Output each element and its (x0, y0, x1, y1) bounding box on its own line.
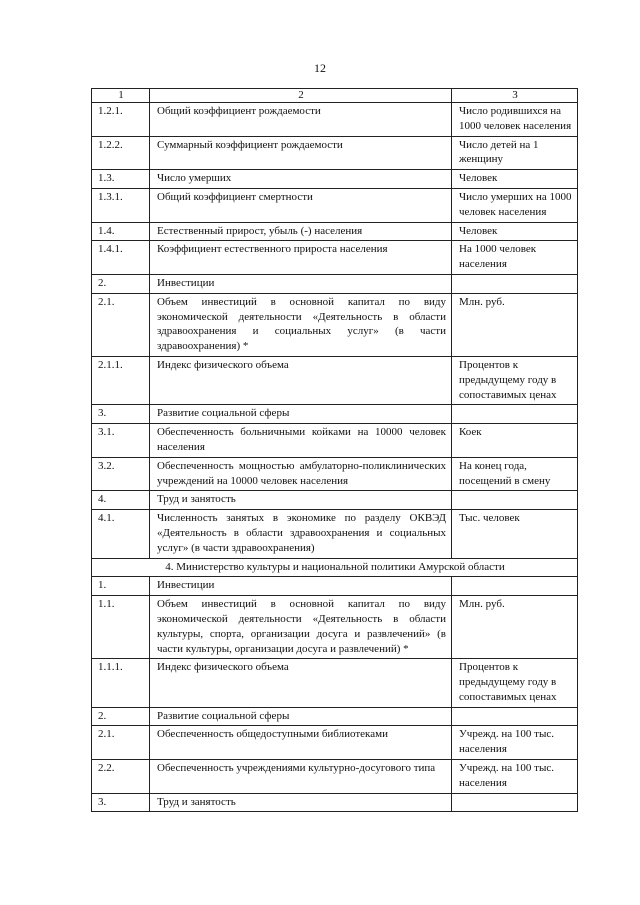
section-row (92, 558, 578, 577)
indicator-name: Естественный прирост, убыль (-) населения (150, 222, 452, 241)
table-row (92, 510, 578, 558)
unit: Число умерших на 1000 человек населения (452, 188, 578, 222)
indicator-name: Труд и занятость (150, 793, 452, 812)
column-header-3: 3 (452, 89, 578, 103)
unit: Коек (452, 424, 578, 458)
column-header-2: 2 (150, 89, 452, 103)
row-number: 2.2. (92, 760, 150, 794)
indicator-name: Труд и занятость (150, 491, 452, 510)
indicator-name: Обеспеченность мощностью амбулаторно-поликлинических учреждений на 10000 человек населения (150, 457, 452, 491)
indicator-name: Коэффициент естественного прироста населения (150, 241, 452, 275)
row-number: 3. (92, 405, 150, 424)
table-row (92, 424, 578, 458)
row-number: 3.1. (92, 424, 150, 458)
unit (452, 707, 578, 726)
indicator-name: Развитие социальной сферы (150, 707, 452, 726)
table-row (92, 241, 578, 275)
unit (452, 491, 578, 510)
unit: Число родившихся на 1000 человек населения (452, 103, 578, 137)
table-row (92, 577, 578, 596)
unit: На 1000 человек населения (452, 241, 578, 275)
unit: На конец года, посещений в смену (452, 457, 578, 491)
table-row (92, 356, 578, 404)
unit: Млн. руб. (452, 293, 578, 356)
unit (452, 274, 578, 293)
table-row (92, 293, 578, 356)
column-header-1: 1 (92, 89, 150, 103)
unit: Число детей на 1 женщину (452, 136, 578, 170)
row-number: 1.2.1. (92, 103, 150, 137)
unit (452, 577, 578, 596)
indicators-table (91, 88, 578, 812)
indicator-name: Суммарный коэффициент рождаемости (150, 136, 452, 170)
row-number: 1.3.1. (92, 188, 150, 222)
row-number: 3. (92, 793, 150, 812)
indicator-name: Обеспеченность больничными койками на 10000 человек населения (150, 424, 452, 458)
table-row (92, 274, 578, 293)
table-row (92, 760, 578, 794)
table-body (92, 89, 578, 812)
row-number: 1. (92, 577, 150, 596)
table-row (92, 596, 578, 659)
row-number: 1.3. (92, 170, 150, 189)
unit: Человек (452, 222, 578, 241)
row-number: 3.2. (92, 457, 150, 491)
row-number: 4.1. (92, 510, 150, 558)
indicator-name: Индекс физического объема (150, 659, 452, 707)
row-number: 2. (92, 707, 150, 726)
unit: Учрежд. на 100 тыс. населения (452, 726, 578, 760)
table-row (92, 659, 578, 707)
unit: Млн. руб. (452, 596, 578, 659)
table-row (92, 726, 578, 760)
unit (452, 405, 578, 424)
table-row (92, 170, 578, 189)
row-number: 2.1. (92, 726, 150, 760)
indicator-name: Обеспеченность общедоступными библиотеками (150, 726, 452, 760)
row-number: 1.2.2. (92, 136, 150, 170)
row-number: 2. (92, 274, 150, 293)
row-number: 2.1. (92, 293, 150, 356)
indicator-name: Индекс физического объема (150, 356, 452, 404)
page-number: 12 (314, 61, 326, 75)
indicator-name: Численность занятых в экономике по разделу ОКВЭД «Деятельность в области здравоохранения и социальных услуг» (в части здравоохранения) (150, 510, 452, 558)
unit (452, 793, 578, 812)
indicator-name: Общий коэффициент рождаемости (150, 103, 452, 137)
indicator-name: Развитие социальной сферы (150, 405, 452, 424)
unit: Человек (452, 170, 578, 189)
table-row (92, 188, 578, 222)
unit: Процентов к предыдущему году в сопоставимых ценах (452, 356, 578, 404)
indicator-name: Число умерших (150, 170, 452, 189)
indicator-name: Инвестиции (150, 577, 452, 596)
table-row (92, 222, 578, 241)
row-number: 2.1.1. (92, 356, 150, 404)
table-row (92, 793, 578, 812)
indicator-name: Объем инвестиций в основной капитал по виду экономической деятельности «Деятельность в области культуры, спорта, организации досуга и развлечений» (в части культуры, организации досуга и развлечений) * (150, 596, 452, 659)
table-row (92, 103, 578, 137)
table-row (92, 457, 578, 491)
table-row (92, 707, 578, 726)
unit: Учрежд. на 100 тыс. населения (452, 760, 578, 794)
row-number: 1.4. (92, 222, 150, 241)
indicator-name: Инвестиции (150, 274, 452, 293)
row-number: 1.1. (92, 596, 150, 659)
table-row (92, 405, 578, 424)
row-number: 1.4.1. (92, 241, 150, 275)
indicator-name: Обеспеченность учреждениями культурно-досугового типа (150, 760, 452, 794)
table-header-row (92, 89, 578, 103)
indicator-name: Объем инвестиций в основной капитал по виду экономической деятельности «Деятельность в области здравоохранения и социальных услуг» (в части здравоохранения) * (150, 293, 452, 356)
unit: Тыс. человек (452, 510, 578, 558)
indicator-name: Общий коэффициент смертности (150, 188, 452, 222)
row-number: 4. (92, 491, 150, 510)
row-number: 1.1.1. (92, 659, 150, 707)
section-title: 4. Министерство культуры и национальной политики Амурской области (92, 558, 578, 577)
table-row (92, 136, 578, 170)
unit: Процентов к предыдущему году в сопоставимых ценах (452, 659, 578, 707)
table-row (92, 491, 578, 510)
